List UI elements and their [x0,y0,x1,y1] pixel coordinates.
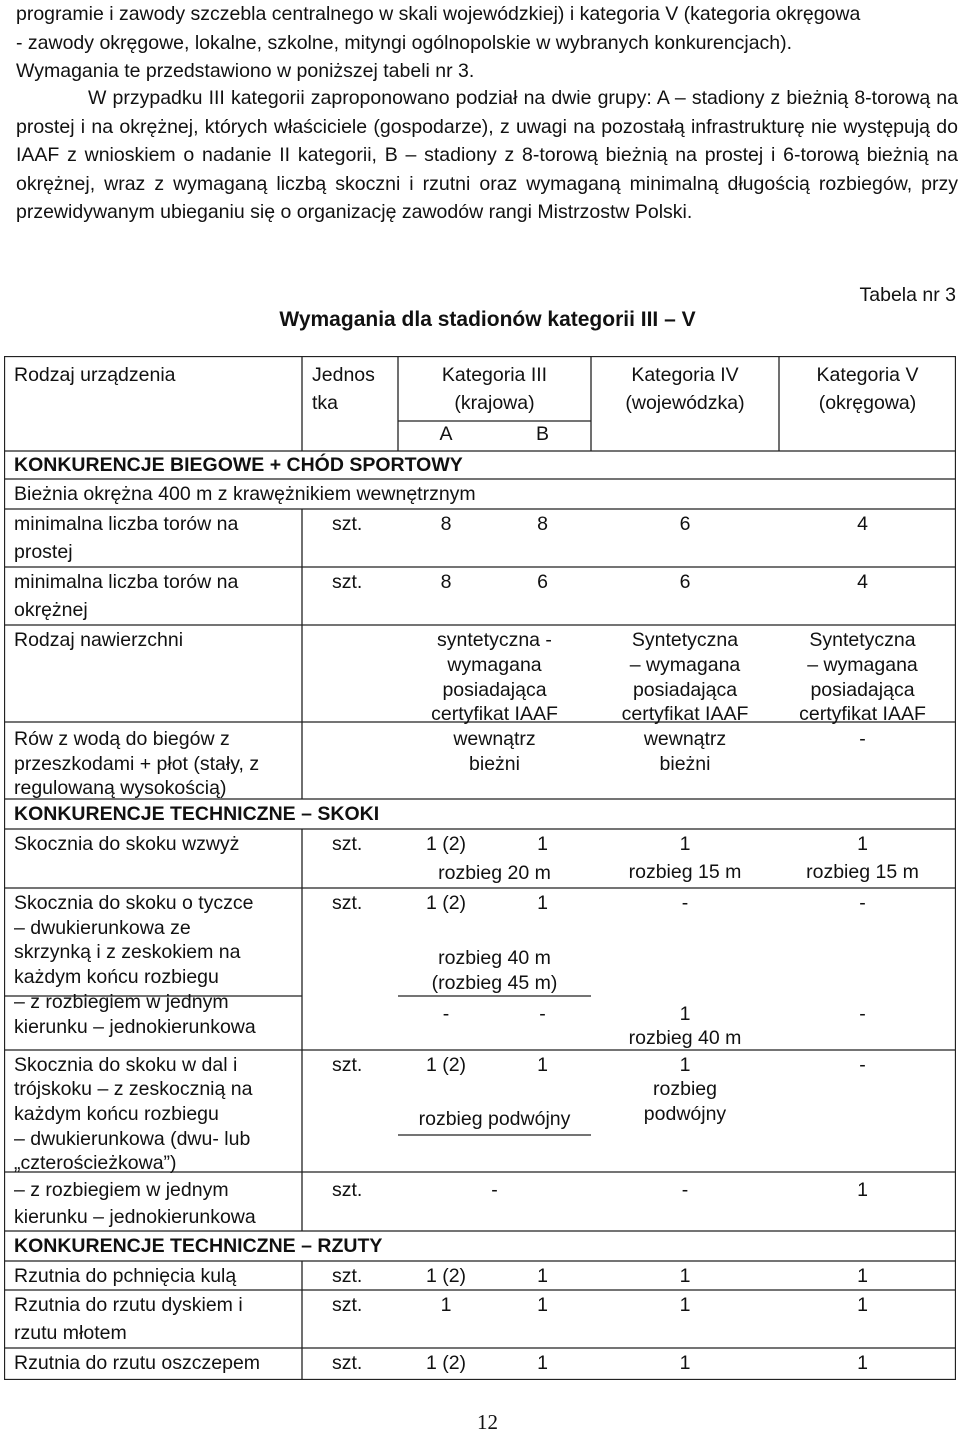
row-long-jump-oneway-cat5: 1 [857,1179,868,1201]
section-running: KONKURENCJE BIEGOWE + CHÓD SPORTOWY [14,454,463,476]
row-shot-put-b: 1 [537,1265,548,1287]
row-discus-hammer-cat4: 1 [679,1294,691,1316]
row-water-jump-cat4: bieżni [659,753,711,775]
row-pole-vault-oneway-cat4: 1 [679,1003,691,1025]
category-paragraph: W przypadku III kategorii zaproponowano podział na dwie grupy: A – stadiony z bieżnią 8-torową na prostej i na okrężnej, których właściciele (gospodarze), z uwagi na pozostałą infrastrukturę nie występują do IAAF z wnioskiem o nadanie II kategorii, B – stadiony z 8-torową bieżnią na prostej i 6-torową bieżnią na okrężnej, wraz z wymaganą liczbą skoczni i rzutni oraz wymaganą minimalną długością rozbiegów, przy przewidywanym ubieganiu się o organizację zawodów rangi Mistrzostw Polski. [16,87,958,223]
row-pole-vault-label: – dwukierunkowa ze [14,917,191,939]
row-javelin-b: 1 [537,1352,548,1374]
row-long-jump-cat4: rozbieg [653,1078,717,1100]
row-pole-vault-oneway-cat4-runup: rozbieg 40 m [628,1027,742,1049]
row-lanes-oval-b: 6 [537,571,548,593]
row-high-jump-cat4: 1 [679,833,691,855]
row-long-jump-b: 1 [537,1054,548,1076]
header-category-5-sub: (okręgowa) [818,392,917,414]
row-long-jump-label: każdym końcu rozbiegu [14,1103,219,1125]
row-long-jump-runup: rozbieg podwójny [418,1108,571,1130]
intro-line-1: programie i zawody szczebla centralnego w skali wojewódzkiej) i kategoria V (kategoria okręgowa [16,3,861,25]
row-lanes-straight-label: minimalna liczba torów na [14,513,239,535]
intro-line-3: Wymagania te przedstawiono w poniższej tabeli nr 3. [16,60,475,82]
page-number: 12 [477,1410,498,1434]
row-surface-cat5: Syntetyczna [809,629,916,651]
table-number-label: Tabela nr 3 [859,284,956,306]
row-water-jump-cat3: wewnątrz [453,728,536,750]
row-surface-cat4: – wymagana [629,654,741,676]
row-lanes-straight-b: 8 [537,513,548,535]
row-surface-cat3: syntetyczna - [437,629,552,651]
row-long-jump-oneway-unit: szt. [332,1179,363,1201]
row-lanes-oval-a: 8 [440,571,452,593]
row-lanes-straight-a: 8 [440,513,452,535]
header-group-b: B [535,423,549,445]
row-surface-cat4: posiadająca [632,679,738,701]
header-unit-line2: tka [312,392,339,414]
row-discus-hammer-unit: szt. [332,1294,363,1316]
row-surface-cat3: certyfikat IAAF [431,703,558,725]
row-surface-cat3: wymagana [447,654,542,676]
row-surface-cat5: posiadająca [810,679,915,701]
row-pole-vault-runup: rozbieg 40 m [438,947,551,969]
row-lanes-oval-label-2: okrężnej [14,599,88,621]
row-long-jump-label: – dwukierunkowa (dwu- lub [14,1128,251,1150]
section-running-subtitle: Bieżnia okrężna 400 m z krawężnikiem wewnętrznym [14,483,476,505]
row-lanes-straight-cat5: 4 [857,513,868,535]
header-category-3: Kategoria III [441,364,548,386]
row-long-jump-a: 1 (2) [425,1054,467,1076]
row-surface-cat3: posiadająca [442,679,547,701]
row-high-jump-label: Skocznia do skoku wzwyż [14,833,240,855]
table-title: Wymagania dla stadionów kategorii III – V [279,308,696,331]
row-discus-hammer-b: 1 [537,1294,548,1316]
header-equipment-type: Rodzaj urządzenia [14,364,176,386]
row-water-jump-label: przeszkodami + płot (stały, z [14,753,260,775]
row-long-jump-oneway-cat3: - [491,1179,498,1201]
row-long-jump-unit: szt. [332,1054,363,1076]
row-shot-put-cat4: 1 [679,1265,691,1287]
row-pole-vault-runup: (rozbieg 45 m) [431,972,558,994]
row-pole-vault-oneway-label: kierunku – jednokierunkowa [14,1016,256,1038]
row-high-jump-a: 1 (2) [425,833,467,855]
row-javelin-a: 1 (2) [425,1352,467,1374]
row-discus-hammer-label: Rzutnia do rzutu dyskiem i [14,1294,243,1316]
row-lanes-oval-unit: szt. [332,571,363,593]
row-pole-vault-label: Skocznia do skoku o tyczce [14,892,254,914]
row-long-jump-cat5: - [859,1054,866,1076]
header-unit-line1: Jednos [312,364,375,386]
row-pole-vault-oneway-cat5: - [859,1003,866,1025]
row-discus-hammer-cat5: 1 [857,1294,868,1316]
row-pole-vault-oneway-label: – z rozbiegiem w jednym [14,991,229,1013]
row-lanes-straight-label-2: prostej [14,541,73,563]
row-long-jump-oneway-label: kierunku – jednokierunkowa [14,1206,256,1228]
row-lanes-oval-cat5: 4 [857,571,868,593]
row-javelin-cat5: 1 [857,1352,868,1374]
row-shot-put-label: Rzutnia do pchnięcia kulą [14,1265,237,1287]
row-high-jump-runup: rozbieg 20 m [438,862,551,884]
header-category-5: Kategoria V [816,364,919,386]
row-water-jump-label: regulowaną wysokością) [14,777,227,799]
row-long-jump-label: trójskoku – z zeskocznią na [14,1078,253,1100]
intro-paragraph [16,0,958,86]
row-shot-put-a: 1 (2) [425,1265,467,1287]
row-pole-vault-oneway-b: - [539,1003,546,1025]
row-javelin-unit: szt. [332,1352,363,1374]
row-water-jump-cat3: bieżni [469,753,520,775]
row-shot-put-cat5: 1 [857,1265,868,1287]
header-category-4: Kategoria IV [631,364,739,386]
section-throws: KONKURENCJE TECHNICZNE – RZUTY [14,1235,383,1257]
row-long-jump-oneway-label: – z rozbiegiem w jednym [14,1179,229,1201]
row-discus-hammer-a: 1 [440,1294,452,1316]
row-water-jump-cat4: wewnątrz [643,728,727,750]
row-pole-vault-cat5: - [859,892,866,914]
row-javelin-label: Rzutnia do rzutu oszczepem [14,1352,261,1374]
header-category-3-sub: (krajowa) [454,392,535,414]
row-high-jump-cat4-runup: rozbieg 15 m [628,861,742,883]
row-discus-hammer-label: rzutu młotem [14,1322,127,1344]
requirements-table [4,356,956,1380]
row-pole-vault-label: skrzynką i z zeskokiem na [14,941,241,963]
row-lanes-straight-unit: szt. [332,513,363,535]
intro-line-2: - zawody okręgowe, lokalne, szkolne, mityngi ogólnopolskie w wybranych konkurencjach). [16,31,793,54]
row-surface-cat5: certyfikat IAAF [799,703,926,725]
row-pole-vault-oneway-a: - [442,1003,450,1025]
row-shot-put-unit: szt. [332,1265,363,1287]
row-lanes-oval-cat4: 6 [679,571,691,593]
row-long-jump-oneway-cat4: - [681,1179,689,1201]
row-pole-vault-cat4: - [681,892,689,914]
row-water-jump-label: Rów z wodą do biegów z [14,728,230,750]
row-high-jump-unit: szt. [332,833,363,855]
section-jumps: KONKURENCJE TECHNICZNE – SKOKI [14,803,380,825]
row-long-jump-cat4: podwójny [643,1103,727,1125]
row-pole-vault-b: 1 [537,892,548,914]
row-surface-cat4: certyfikat IAAF [621,703,749,725]
row-surface-cat5: – wymagana [807,654,918,676]
row-pole-vault-unit: szt. [332,892,363,914]
row-high-jump-b: 1 [537,833,548,855]
row-water-jump-cat5: - [859,728,866,750]
row-pole-vault-a: 1 (2) [425,892,467,914]
row-high-jump-cat5: 1 [857,833,868,855]
row-high-jump-cat5-runup: rozbieg 15 m [806,861,919,883]
header-category-4-sub: (wojewódzka) [625,392,745,414]
row-pole-vault-label: każdym końcu rozbiegu [14,966,219,988]
header-group-a: A [439,423,453,445]
row-long-jump-cat4: 1 [679,1054,691,1076]
row-long-jump-label: „czterościeżkowa”) [14,1152,177,1174]
row-surface-cat4: Syntetyczna [631,629,739,651]
row-long-jump-label: Skocznia do skoku w dal i [14,1054,238,1076]
row-surface-label: Rodzaj nawierzchni [14,629,184,651]
row-lanes-straight-cat4: 6 [679,513,691,535]
row-javelin-cat4: 1 [679,1352,691,1374]
row-lanes-oval-label: minimalna liczba torów na [14,571,239,593]
